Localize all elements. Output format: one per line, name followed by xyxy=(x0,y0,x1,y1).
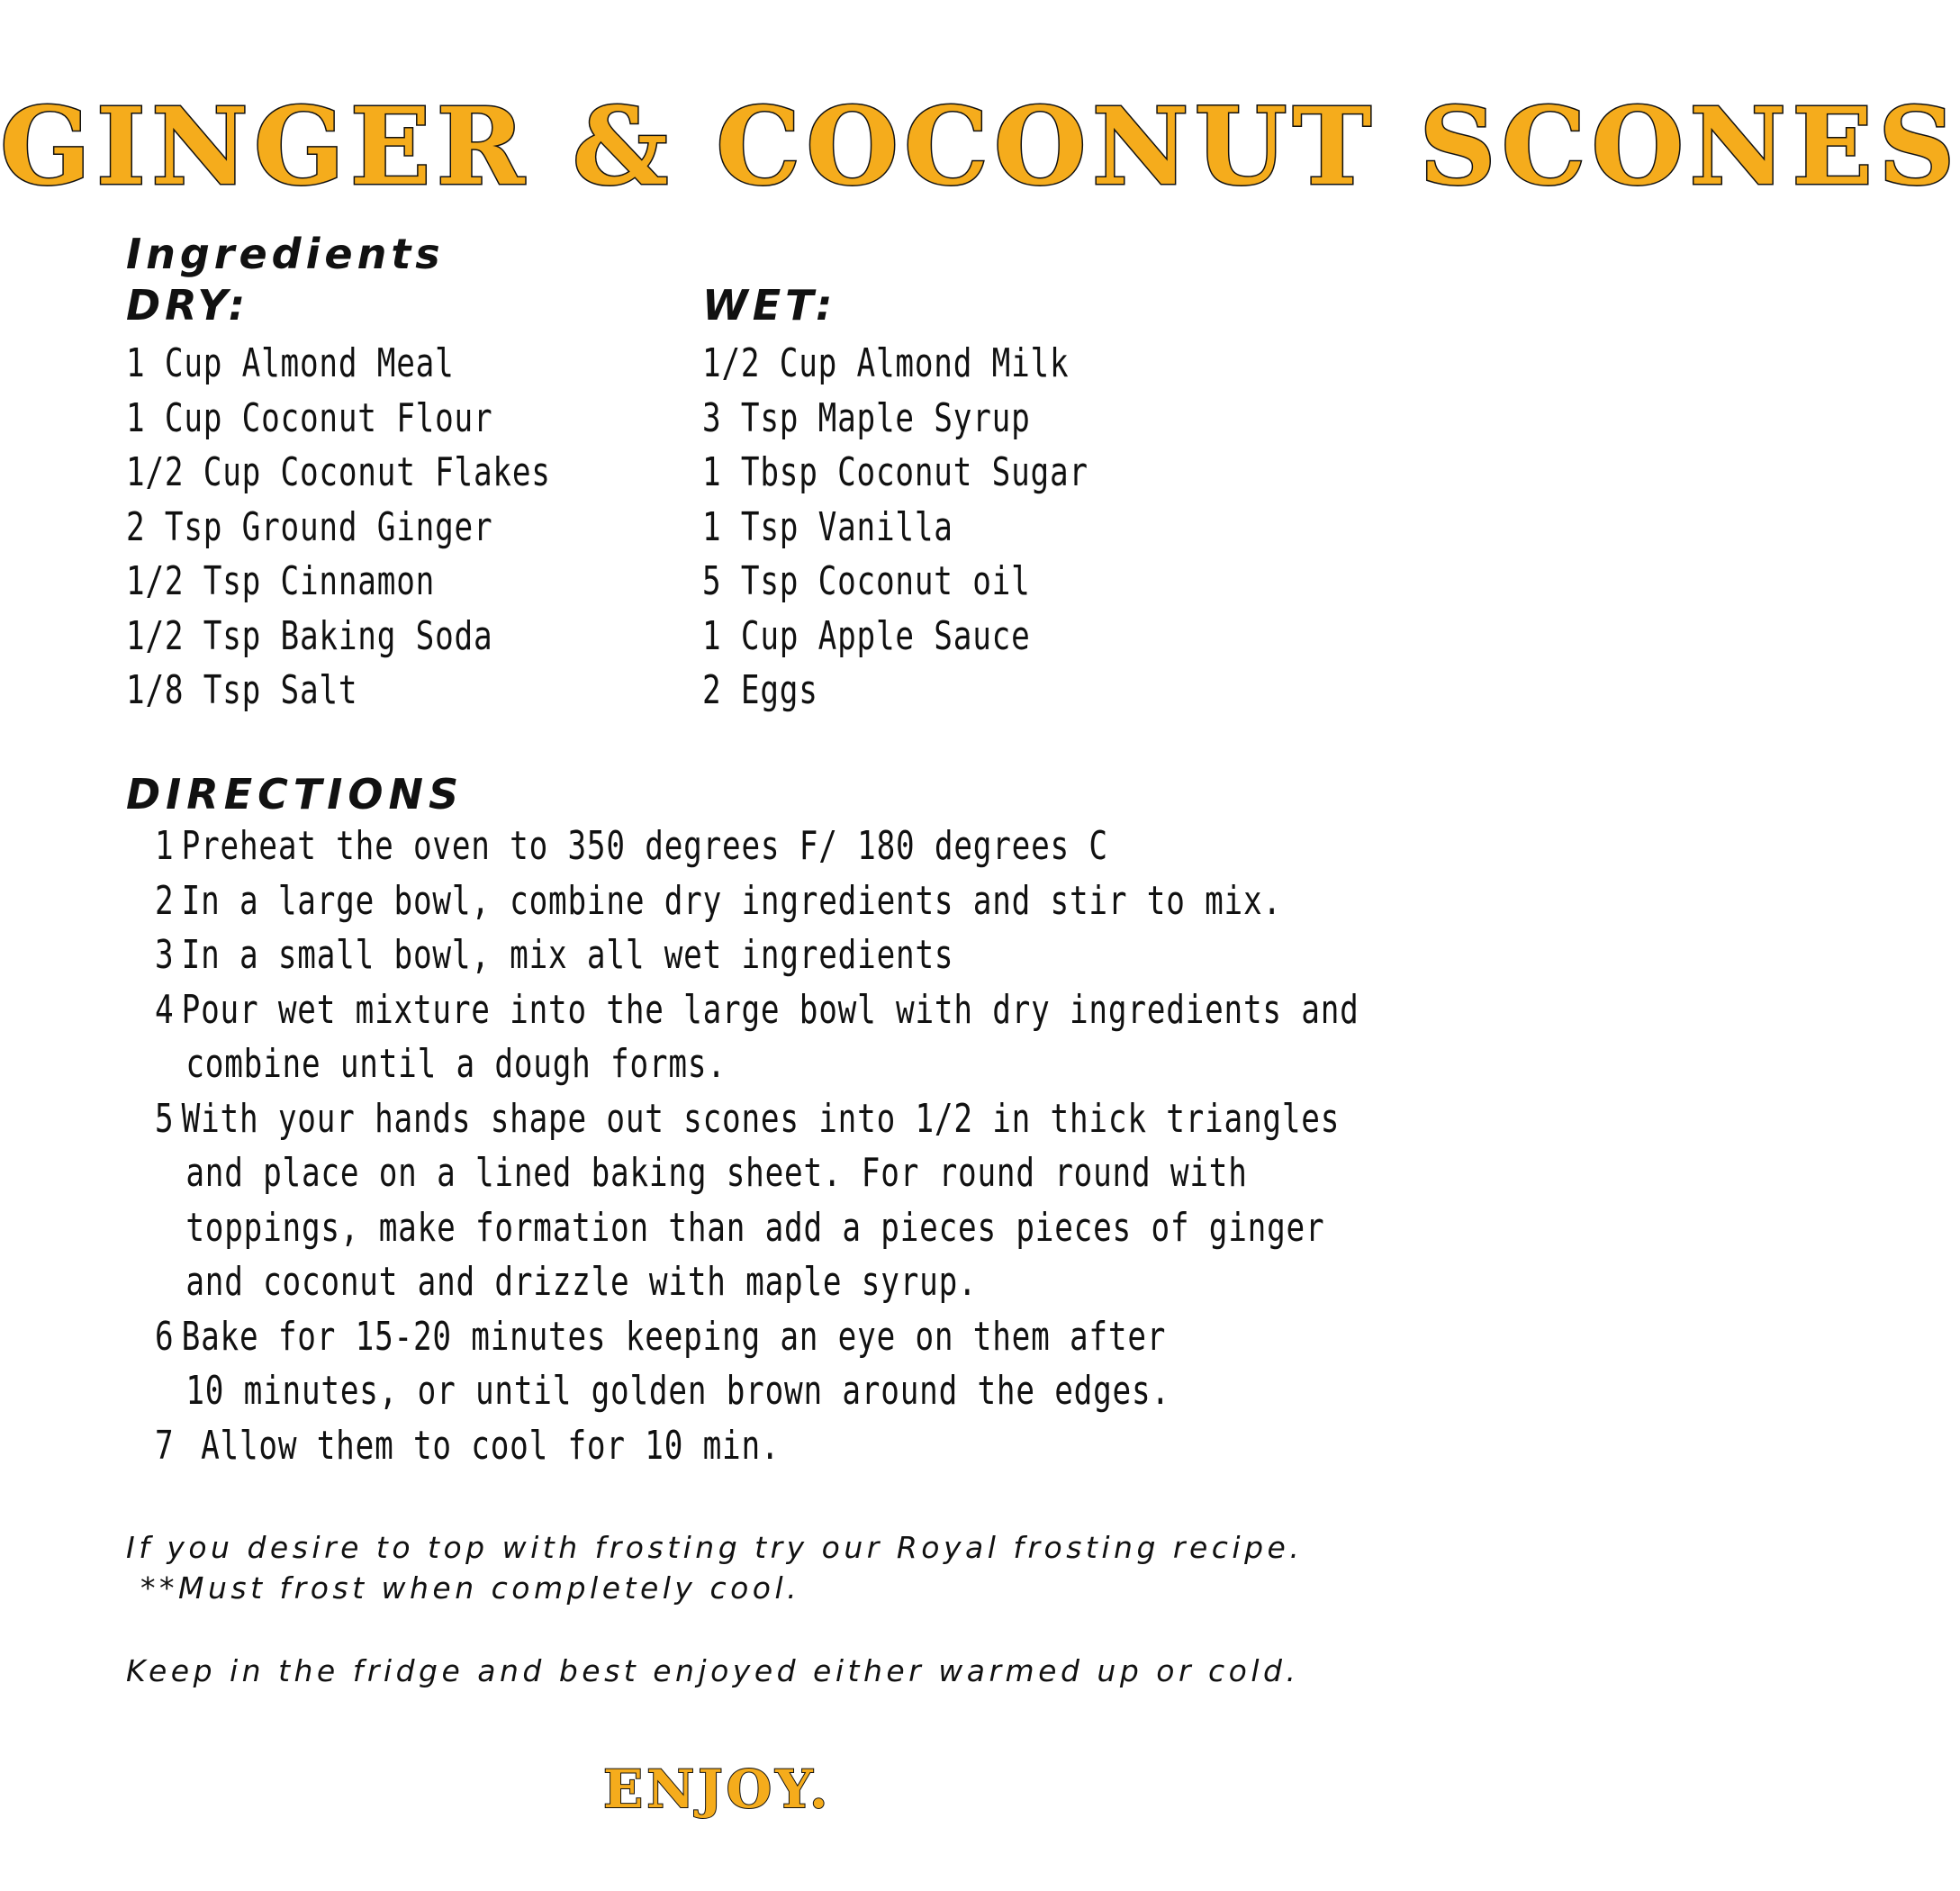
wet-ingredient-item: 1 Tsp Vanilla xyxy=(702,503,953,550)
step-number: 3 xyxy=(155,932,175,978)
step-line: In a large bowl, combine dry ingredients and stir to mix. xyxy=(181,877,1282,924)
step-line: Allow them to cool for 10 min. xyxy=(181,1422,781,1469)
dry-ingredient-item: 2 Tsp Ground Ginger xyxy=(126,503,493,550)
step-line: Pour wet mixture into the large bowl with dry ingredients and xyxy=(181,986,1359,1033)
dry-ingredient-item: 1/2 Tsp Cinnamon xyxy=(126,558,436,604)
direction-step-1 xyxy=(155,819,1108,874)
direction-step-5 xyxy=(155,1092,1341,1310)
direction-step-2 xyxy=(155,874,1282,929)
dry-ingredient-item: 1 Cup Almond Meal xyxy=(126,340,455,386)
step-text xyxy=(182,1419,781,1474)
step-number: 4 xyxy=(155,986,175,1033)
step-number: 7 xyxy=(155,1422,175,1469)
dry-ingredient-item: 1 Cup Coconut Flour xyxy=(126,394,493,441)
wet-ingredient-item: 1/2 Cup Almond Milk xyxy=(702,340,1070,386)
step-line: In a small bowl, mix all wet ingredients xyxy=(181,932,954,978)
step-line: and place on a lined baking sheet. For round round with xyxy=(185,1150,1248,1196)
directions-steps xyxy=(155,819,1359,1473)
direction-step-3 xyxy=(155,928,1082,983)
direction-step-4 xyxy=(155,983,1359,1092)
step-text xyxy=(182,983,1359,1092)
dry-ingredients-section xyxy=(126,279,671,719)
directions-heading: DIRECTIONS xyxy=(126,770,465,819)
step-number: 2 xyxy=(155,877,175,924)
dry-ingredient-item: 1/2 Cup Coconut Flakes xyxy=(126,449,551,495)
storage-note: Keep in the fridge and best enjoyed either warmed up or cold. xyxy=(126,1653,1300,1688)
enjoy-closing: ENJOY. xyxy=(603,1759,832,1820)
dry-ingredient-item: 1/2 Tsp Baking Soda xyxy=(126,612,493,659)
step-line: 10 minutes, or until golden brown around the edges. xyxy=(185,1368,1170,1414)
step-line: Bake for 15-20 minutes keeping an eye on them after xyxy=(181,1313,1167,1360)
step-number: 6 xyxy=(155,1313,175,1360)
direction-step-6 xyxy=(155,1310,1170,1419)
wet-ingredient-list xyxy=(702,337,1197,719)
step-text xyxy=(182,874,1282,929)
step-text xyxy=(182,819,1108,874)
direction-step-7 xyxy=(155,1419,1082,1474)
step-line: Preheat the oven to 350 degrees F/ 180 degrees C xyxy=(181,823,1108,869)
wet-ingredient-item: 2 Eggs xyxy=(702,667,818,713)
recipe-title: GINGER & COCONUT SCONES xyxy=(0,84,1960,209)
dry-heading: DRY: xyxy=(126,281,250,330)
wet-ingredient-item: 1 Tbsp Coconut Sugar xyxy=(702,449,1088,495)
wet-ingredient-item: 5 Tsp Coconut oil xyxy=(702,558,1031,604)
frosting-note: If you desire to top with frosting try our Royal frosting recipe. xyxy=(126,1530,1304,1565)
step-number: 5 xyxy=(155,1095,175,1142)
step-text xyxy=(182,1092,1341,1310)
wet-ingredient-item: 3 Tsp Maple Syrup xyxy=(702,394,1031,441)
step-line: combine until a dough forms. xyxy=(185,1041,727,1087)
step-line: and coconut and drizzle with maple syrup. xyxy=(185,1259,978,1305)
step-text xyxy=(182,928,954,983)
wet-ingredient-item: 1 Cup Apple Sauce xyxy=(702,612,1031,659)
frost-cool-note: **Must frost when completely cool. xyxy=(140,1570,801,1606)
dry-ingredient-item: 1/8 Tsp Salt xyxy=(126,667,358,713)
wet-ingredients-section xyxy=(702,279,1197,719)
step-line: With your hands shape out scones into 1/2 in thick triangles xyxy=(181,1095,1341,1142)
step-line: toppings, make formation than add a pieces pieces of ginger xyxy=(185,1204,1325,1251)
wet-heading: WET: xyxy=(702,281,837,330)
step-text xyxy=(182,1310,1170,1419)
ingredients-heading: Ingredients xyxy=(126,230,445,278)
step-number: 1 xyxy=(155,823,175,869)
dry-ingredient-list xyxy=(126,337,671,719)
